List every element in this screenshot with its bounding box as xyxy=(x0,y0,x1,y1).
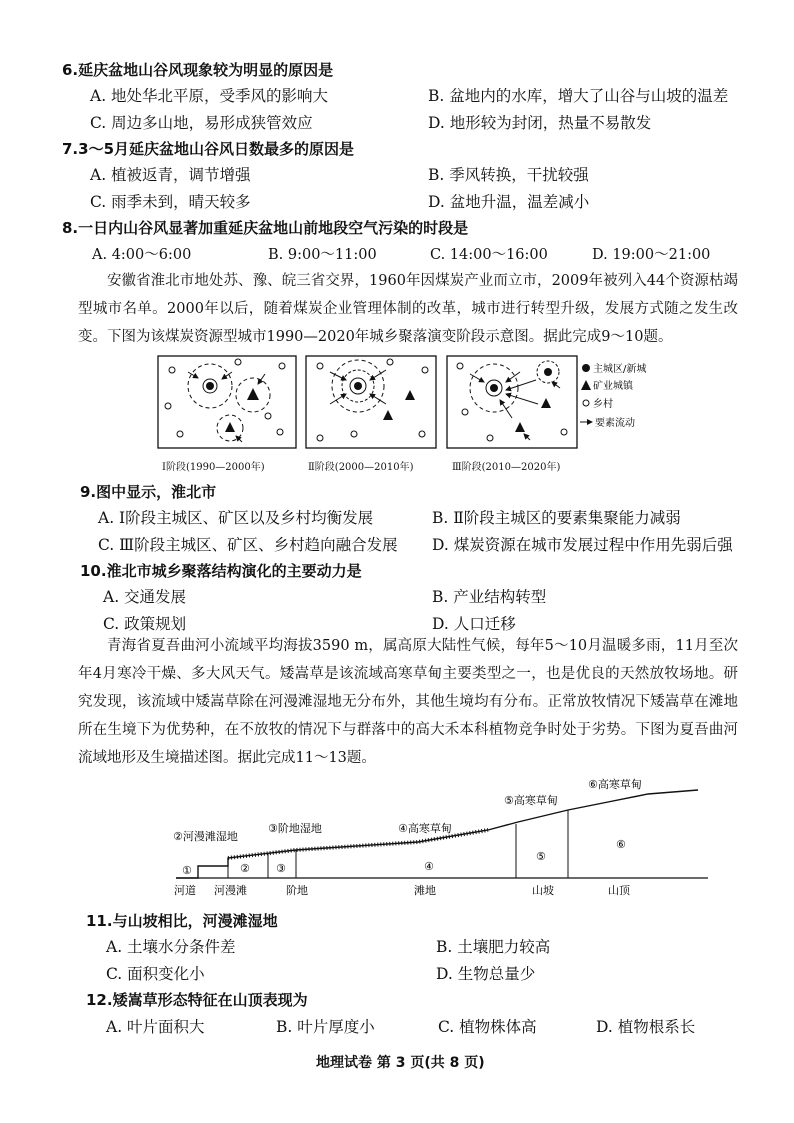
terrain-habitat-figure xyxy=(168,772,728,900)
zone-5: ⑤ xyxy=(536,850,546,863)
legend-flow: 要素流动 xyxy=(595,418,635,429)
zone-3: ③ xyxy=(276,862,286,875)
q7-stem: 7.3～5月延庆盆地山谷风日数最多的原因是 xyxy=(62,140,355,158)
mining-town-icon xyxy=(515,422,525,432)
q12-option-b: B. 叶片厚度小 xyxy=(276,1018,375,1036)
q8-option-d: D. 19:00～21:00 xyxy=(592,247,711,263)
q10-option-a: A. 交通发展 xyxy=(103,588,187,606)
passage-huaibei: 安徽省淮北市地处苏、豫、皖三省交界，1960年因煤炭产业而立市，2009年被列入44个资源枯竭型城市名单。2000年以后，随着煤炭企业管理体制的改革，城市进行转型升级，发展方式随之发生改变。下图为该煤炭资源型城市1990—2020年城乡聚落演变阶段示意图。据此完成9～10题。 xyxy=(78,273,738,345)
q7-option-d: D. 盆地升温，温差减小 xyxy=(428,193,590,211)
mining-town-icon xyxy=(383,410,393,420)
stage-2-caption: Ⅱ阶段(2000—2010年) xyxy=(308,462,414,473)
label-river-channel: 河道 xyxy=(174,884,196,897)
label-floodplain-wetland: ②河漫滩湿地 xyxy=(173,830,238,843)
main-city-icon xyxy=(490,384,498,392)
q6-option-a: A. 地处华北平原，受季风的影响大 xyxy=(90,87,329,105)
q9-stem: 9.图中显示，淮北市 xyxy=(80,483,217,501)
main-city-icon xyxy=(206,382,214,390)
label-meadow-5: ⑤高寒草甸 xyxy=(504,794,558,807)
q11-stem: 11.与山坡相比，河漫滩湿地 xyxy=(86,912,278,930)
label-slope: 山坡 xyxy=(532,884,554,897)
q10-option-c: C. 政策规划 xyxy=(103,615,187,633)
stage-1-caption: Ⅰ阶段(1990—2000年) xyxy=(162,462,265,473)
page-footer: 地理试卷 第 3 页(共 8 页) xyxy=(316,1055,485,1071)
mining-town-icon xyxy=(247,388,259,400)
q8-stem: 8.一日内山谷风显著加重延庆盆地山前地段空气污染的时段是 xyxy=(62,219,469,237)
q10-option-d: D. 人口迁移 xyxy=(432,615,516,633)
stage-3-panel xyxy=(447,356,577,448)
zone-2: ② xyxy=(240,862,250,875)
mining-town-icon xyxy=(225,422,235,432)
q11-option-d: D. 生物总量少 xyxy=(436,965,536,983)
q7-option-b: B. 季风转换，干扰较强 xyxy=(428,166,589,184)
zone-4: ④ xyxy=(424,860,434,873)
legend-village: 乡村 xyxy=(593,399,613,410)
q11-option-c: C. 面积变化小 xyxy=(106,965,205,983)
label-floodplain: 河漫滩 xyxy=(214,884,247,897)
q12-option-a: A. 叶片面积大 xyxy=(106,1018,205,1036)
zone-1: ① xyxy=(182,864,192,877)
q10-option-b: B. 产业结构转型 xyxy=(432,588,547,606)
q7-option-c: C. 雨季未到，晴天较多 xyxy=(90,193,251,211)
q6-option-c: C. 周边多山地，易形成狭管效应 xyxy=(90,114,313,132)
label-terrace-wetland: ③阶地湿地 xyxy=(268,822,322,835)
label-flat: 滩地 xyxy=(414,884,436,897)
q8-option-b: B. 9:00～11:00 xyxy=(268,247,377,263)
passage-xiawuqu: 青海省夏吾曲河小流域平均海拔3590 m，属高原大陆性气候，每年5～10月温暖多雨，11月至次年4月寒冷干燥、多大风天气。矮嵩草是该流域高寒草甸主要类型之一，也是优良的天然放牧场地。研究发现，该流域中矮嵩草除在河漫滩湿地无分布外，其他生境均有分布。正常放牧情况下矮嵩草在滩地所在生境下为优势种，在不放牧的情况下与群落中的高大禾本科植物竞争时处于劣势。下图为夏吾曲河流域地形及生境描述图。据此完成11～13题。 xyxy=(78,638,738,766)
q6-option-b: B. 盆地内的水库，增大了山谷与山坡的温差 xyxy=(428,87,729,105)
q12-stem: 12.矮嵩草形态特征在山顶表现为 xyxy=(86,991,308,1009)
q7-option-a: A. 植被返青，调节增强 xyxy=(90,166,251,184)
mining-town-icon xyxy=(405,390,415,400)
q9-option-c: C. Ⅲ阶段主城区、矿区、乡村趋向融合发展 xyxy=(98,536,398,554)
label-summit: 山顶 xyxy=(608,884,630,897)
q6-option-d: D. 地形较为封闭，热量不易散发 xyxy=(428,114,652,132)
q9-option-a: A. Ⅰ阶段主城区、矿区以及乡村均衡发展 xyxy=(98,509,374,527)
zone-6: ⑥ xyxy=(616,838,626,851)
q6-stem: 6.延庆盆地山谷风现象较为明显的原因是 xyxy=(62,61,334,79)
q12-option-d: D. 植物根系长 xyxy=(596,1018,696,1036)
q9-option-d: D. 煤炭资源在城市发展过程中作用先弱后强 xyxy=(432,536,733,554)
legend-main-city: 主城区/新城 xyxy=(593,364,647,375)
q11-option-b: B. 土壤肥力较高 xyxy=(436,938,551,956)
new-city-icon xyxy=(544,368,552,376)
q9-option-b: B. Ⅱ阶段主城区的要素集聚能力减弱 xyxy=(432,509,681,527)
q8-option-c: C. 14:00～16:00 xyxy=(430,247,548,263)
q10-stem: 10.淮北市城乡聚落结构演化的主要动力是 xyxy=(80,562,362,580)
label-meadow-6: ⑥高寒草甸 xyxy=(588,778,642,791)
q8-option-a: A. 4:00～6:00 xyxy=(92,247,192,263)
label-terrace: 阶地 xyxy=(286,884,308,897)
q12-option-c: C. 植物株体高 xyxy=(438,1018,537,1036)
mining-town-icon xyxy=(541,398,551,408)
stage-3-caption: Ⅲ阶段(2010—2020年) xyxy=(452,462,561,473)
stage-2-panel xyxy=(306,356,436,448)
legend-mining-town: 矿业城镇 xyxy=(593,381,633,392)
label-meadow-4: ④高寒草甸 xyxy=(398,822,452,835)
main-city-icon xyxy=(354,382,362,390)
q11-option-a: A. 土壤水分条件差 xyxy=(106,938,236,956)
